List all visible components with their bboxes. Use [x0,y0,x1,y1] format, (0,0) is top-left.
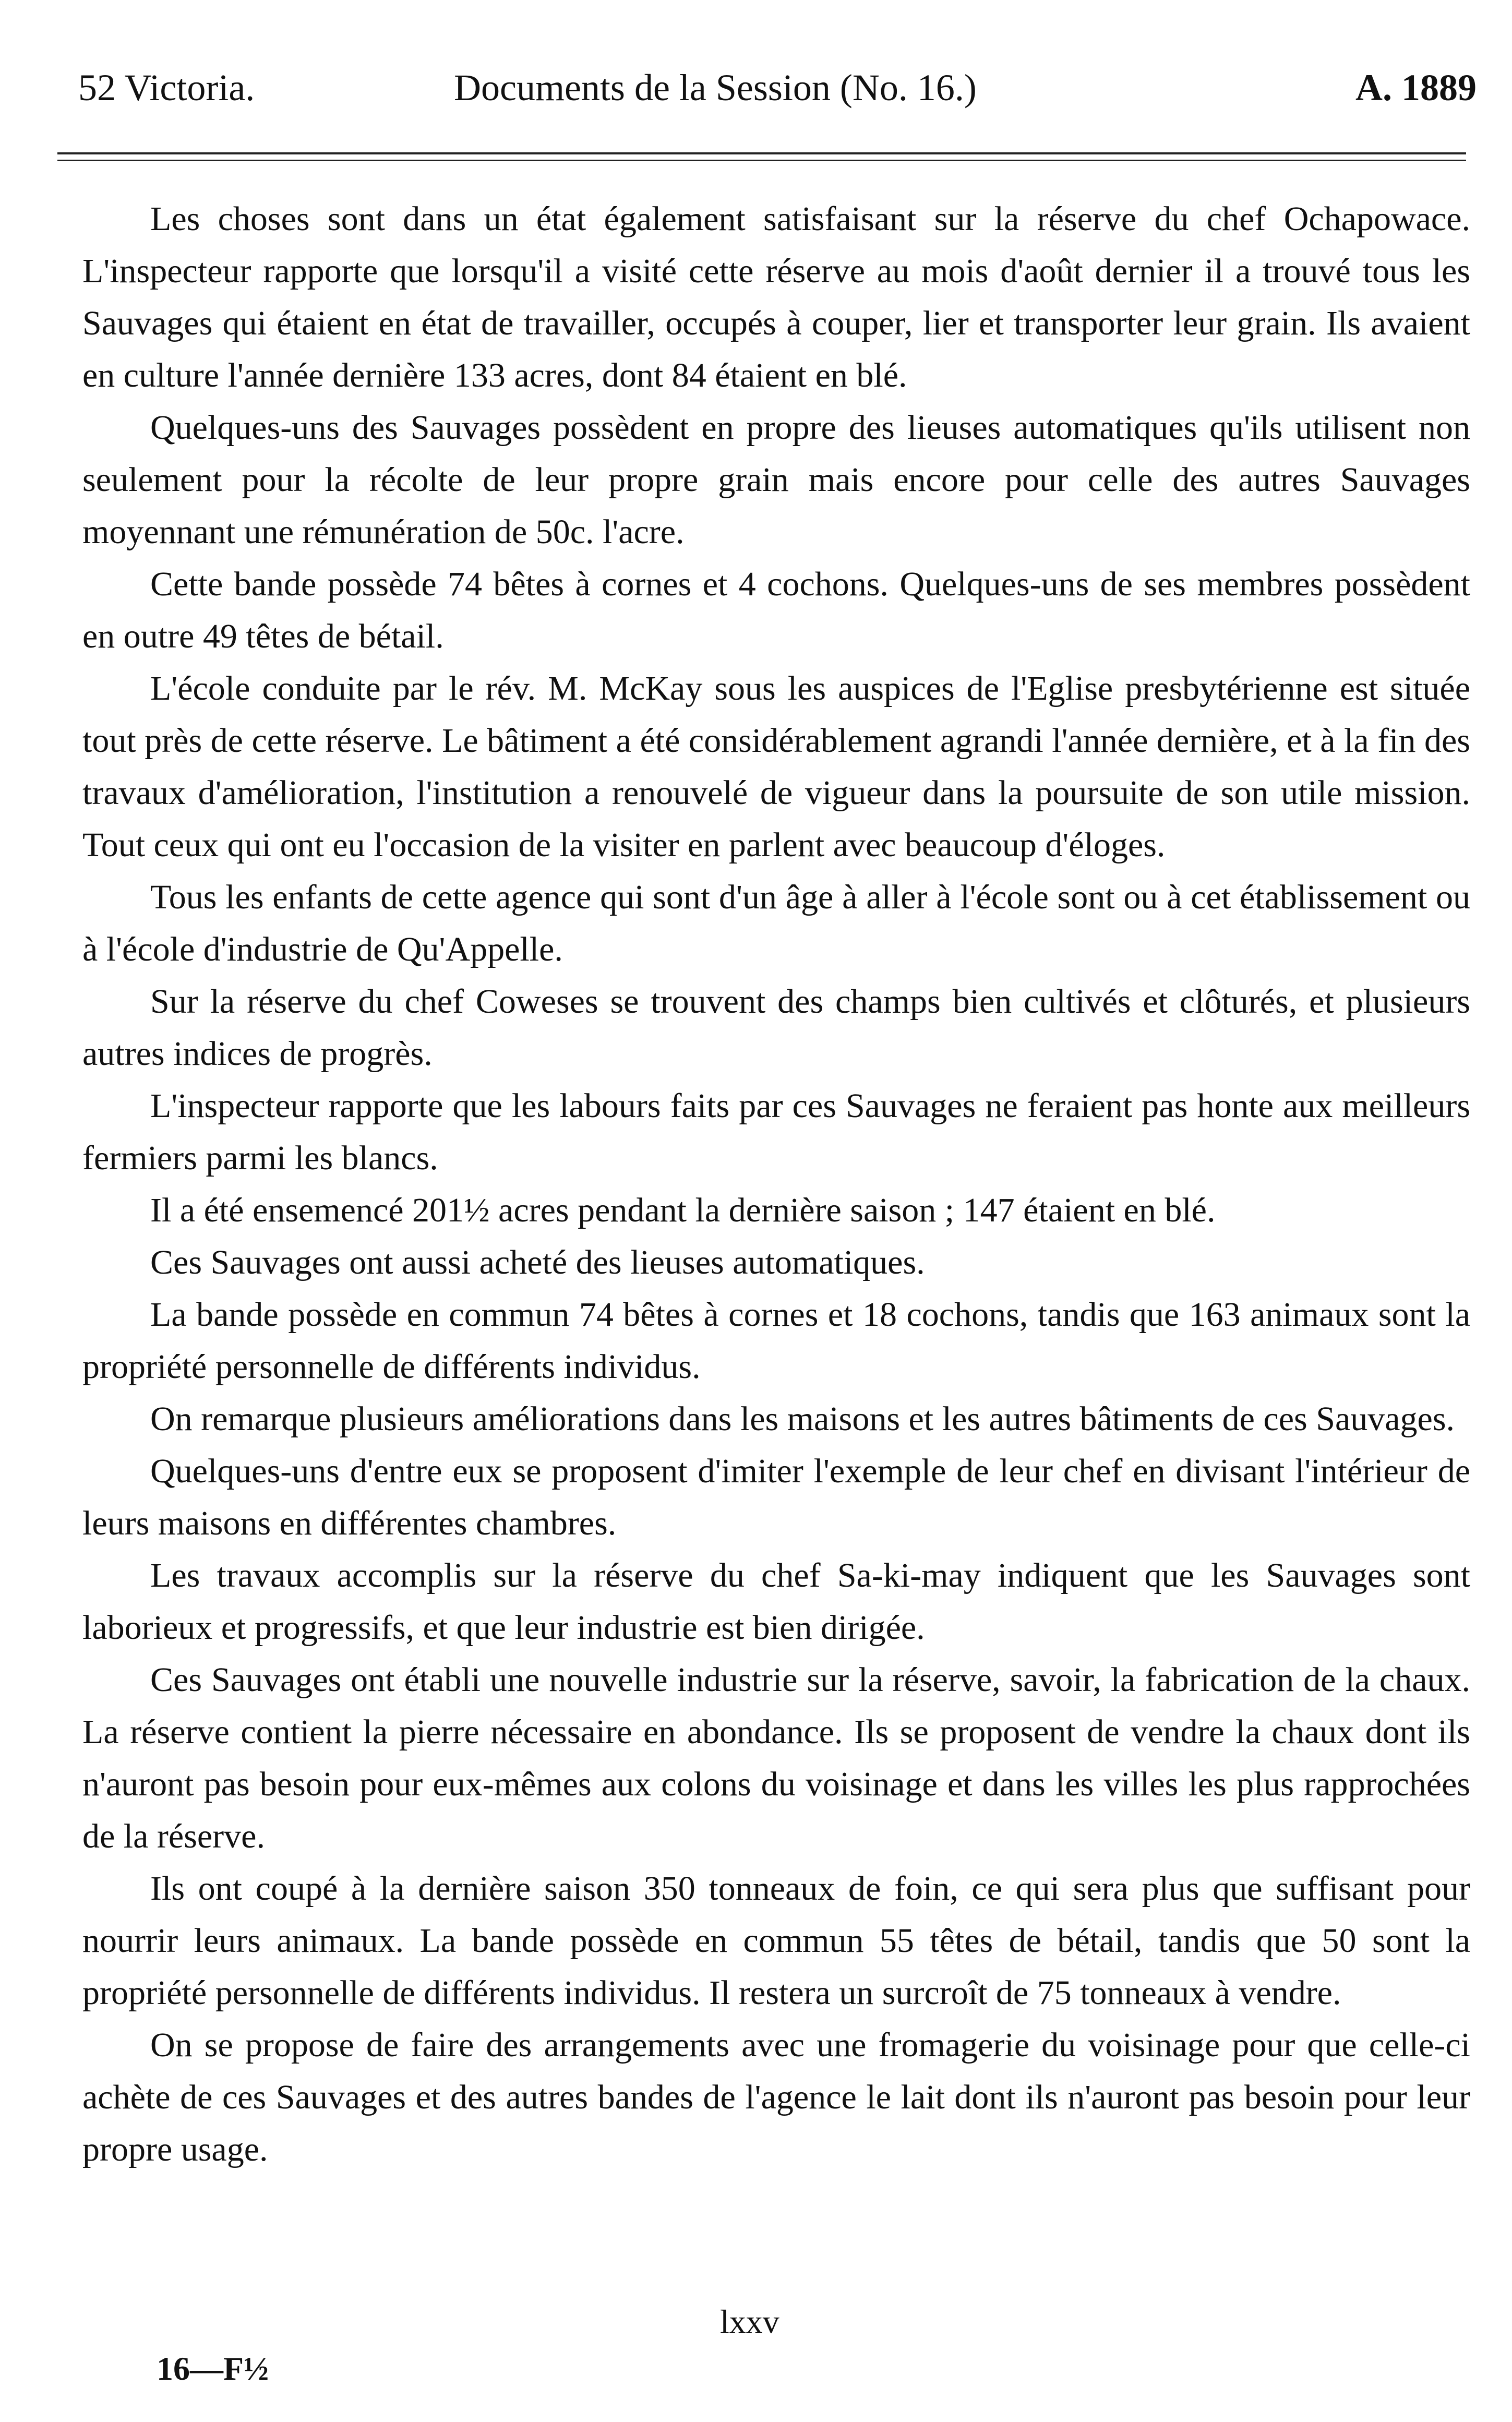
header-title: Documents de la Session (No. 16.) [454,67,977,109]
paragraph: Il a été ensemencé 201½ acres pendant la dernière saison ; 147 étaient en blé. [150,1191,1216,1229]
paragraph: Les choses sont dans un état également satisfaisant sur la réserve du chef Ochapowace. L'inspecteur rapporte que lorsqu'il a visité cette réserve au mois d'août dernier il a trouvé tous les Sauvages qui étaient en état de travailler, occupés à couper, lier et transporter leur grain. Ils avaient en culture l'année dernière 133 acres, dont 84 étaient en blé. [82,200,1470,394]
paragraph: Quelques-uns des Sauvages possèdent en propre des lieuses automatiques qu'ils utilisent non seulement pour la récolte de leur propre grain mais encore pour celle des autres Sauvages moyennant une rémunération de 50c. l'acre. [82,409,1470,551]
body-text [82,193,1470,2176]
paragraph: Ils ont coupé à la dernière saison 350 tonneaux de foin, ce qui sera plus que suffisant pour nourrir leurs animaux. La bande possède en commun 55 têtes de bétail, tandis que 50 sont la propriété personnelle de différents individus. Il restera un surcroît de 75 tonneaux à vendre. [82,1869,1470,2012]
paragraph: L'inspecteur rapporte que les labours faits par ces Sauvages ne feraient pas honte aux meilleurs fermiers parmi les blancs. [82,1087,1470,1177]
paragraph: Les travaux accomplis sur la réserve du chef Sa-ki-may indiquent que les Sauvages sont laborieux et progressifs, et que leur industrie est bien dirigée. [82,1556,1470,1647]
running-header [78,62,1477,114]
header-volume: 52 Victoria. [78,67,255,109]
header-rule-bottom [57,160,1466,161]
paragraph: Cette bande possède 74 bêtes à cornes et 4 cochons. Quelques-uns de ses membres possèdent en outre 49 têtes de bétail. [82,565,1470,655]
header-rule-top [57,152,1466,154]
paragraph: Quelques-uns d'entre eux se proposent d'imiter l'exemple de leur chef en divisant l'intérieur de leurs maisons en différentes chambres. [82,1452,1470,1542]
paragraph: On remarque plusieurs améliorations dans les maisons et les autres bâtiments de ces Sauvages. [150,1400,1455,1438]
paragraph: Ces Sauvages ont aussi acheté des lieuses automatiques. [150,1243,925,1281]
paragraph: La bande possède en commun 74 bêtes à cornes et 18 cochons, tandis que 163 animaux sont la propriété personnelle de différents individus. [82,1296,1470,1386]
paragraph: L'école conduite par le rév. M. McKay sous les auspices de l'Eglise presbytérienne est située tout près de cette réserve. Le bâtiment a été considérablement agrandi l'année dernière, et à la fin des travaux d'amélioration, l'institution a renouvelé de vigueur dans la poursuite de son utile mission. Tout ceux qui ont eu l'occasion de la visiter en parlent avec beaucoup d'éloges. [82,669,1470,864]
page-folio: lxxv [720,2303,779,2340]
paragraph: On se propose de faire des arrangements avec une fromagerie du voisinage pour que celle-ci achète de ces Sauvages et des autres bandes de l'agence le lait dont ils n'auront pas besoin pour leur propre usage. [82,2026,1470,2168]
paragraph: Sur la réserve du chef Coweses se trouvent des champs bien cultivés et clôturés, et plusieurs autres indices de progrès. [82,982,1470,1073]
paragraph: Ces Sauvages ont établi une nouvelle industrie sur la réserve, savoir, la fabrication de la chaux. La réserve contient la pierre nécessaire en abondance. Ils se proposent de vendre la chaux dont ils n'auront pas besoin pour eux-mêmes aux colons du voisinage et dans les villes les plus rapprochées de la réserve. [82,1661,1470,1855]
header-year: A. 1889 [1355,67,1477,109]
paragraph: Tous les enfants de cette agence qui sont d'un âge à aller à l'école sont ou à cet établissement ou à l'école d'industrie de Qu'Appelle. [82,878,1470,968]
signature-mark: 16—F½ [157,2350,269,2387]
